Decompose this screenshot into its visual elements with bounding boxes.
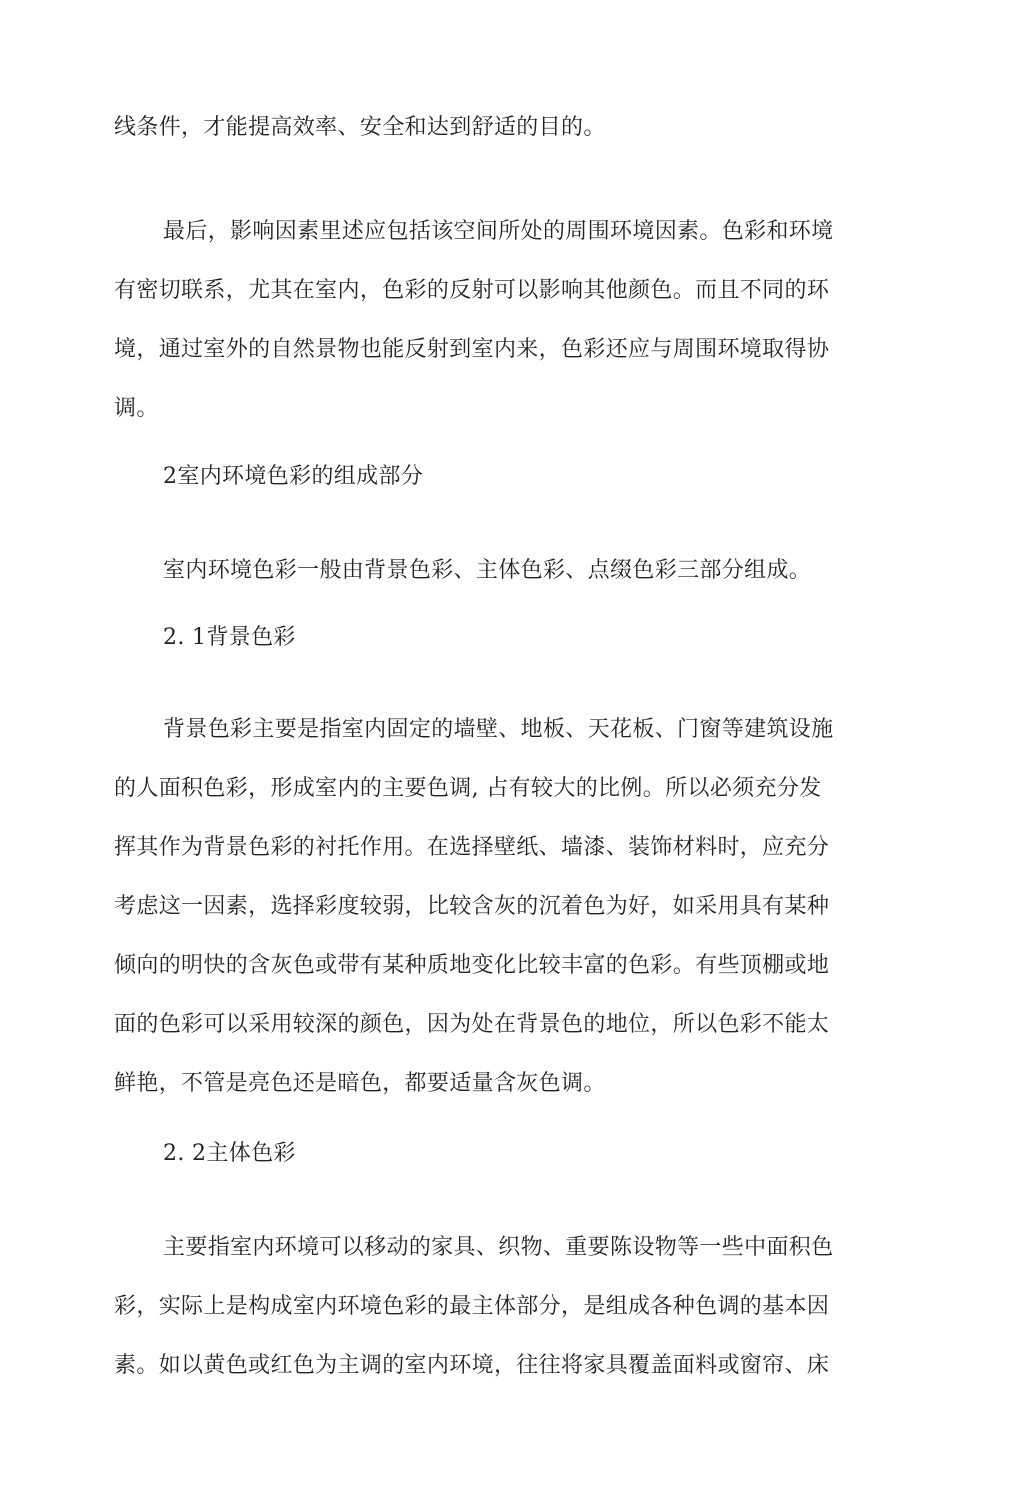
paragraph-line: 面的色彩可以采用较深的颜色，因为处在背景色的地位，所以色彩不能太 (114, 1012, 830, 1037)
subsection-heading: 2. 1背景色彩 (163, 625, 296, 650)
paragraph-line: 最后，影响因素里述应包括该空间所处的周围环境因素。色彩和环境 (163, 219, 834, 244)
paragraph-line: 彩，实际上是构成室内环境色彩的最主体部分，是组成各种色调的基本因 (114, 1294, 830, 1319)
paragraph-line: 境，通过室外的自然景物也能反射到室内来，色彩还应与周围环境取得协 (114, 337, 830, 362)
paragraph-line: 主要指室内环境可以移动的家具、织物、重要陈设物等一些中面积色 (163, 1235, 834, 1260)
paragraph-line: 考虑这一因素，选择彩度较弱，比较含灰的沉着色为好，如采用具有某种 (114, 894, 830, 919)
paragraph-continuation-line: 线条件，才能提高效率、安全和达到舒适的目的。 (114, 115, 606, 140)
paragraph-line: 背景色彩主要是指室内固定的墙壁、地板、天花板、门窗等建筑设施 (163, 717, 834, 742)
paragraph-line: 室内环境色彩一般由背景色彩、主体色彩、点缀色彩三部分组成。 (163, 558, 812, 583)
paragraph-line: 挥其作为背景色彩的衬托作用。在选择壁纸、墙漆、装饰材料时，应充分 (114, 835, 830, 860)
section-heading: 2室内环境色彩的组成部分 (163, 464, 424, 489)
paragraph-line: 的人面积色彩，形成室内的主要色调, 占有较大的比例。所以必须充分发 (114, 776, 822, 801)
subsection-heading: 2. 2主体色彩 (163, 1141, 296, 1166)
paragraph-line: 调。 (114, 396, 159, 421)
paragraph-line: 鲜艳，不管是亮色还是暗色，都要适量含灰色调。 (114, 1071, 606, 1096)
paragraph-line: 有密切联系，尤其在室内，色彩的反射可以影响其他颜色。而且不同的环 (114, 278, 830, 303)
paragraph-line: 素。如以黄色或红色为主调的室内环境，往往将家具覆盖面料或窗帘、床 (114, 1353, 830, 1378)
paragraph-line: 倾向的明快的含灰色或带有某种质地变化比较丰富的色彩。有些顶棚或地 (114, 953, 830, 978)
